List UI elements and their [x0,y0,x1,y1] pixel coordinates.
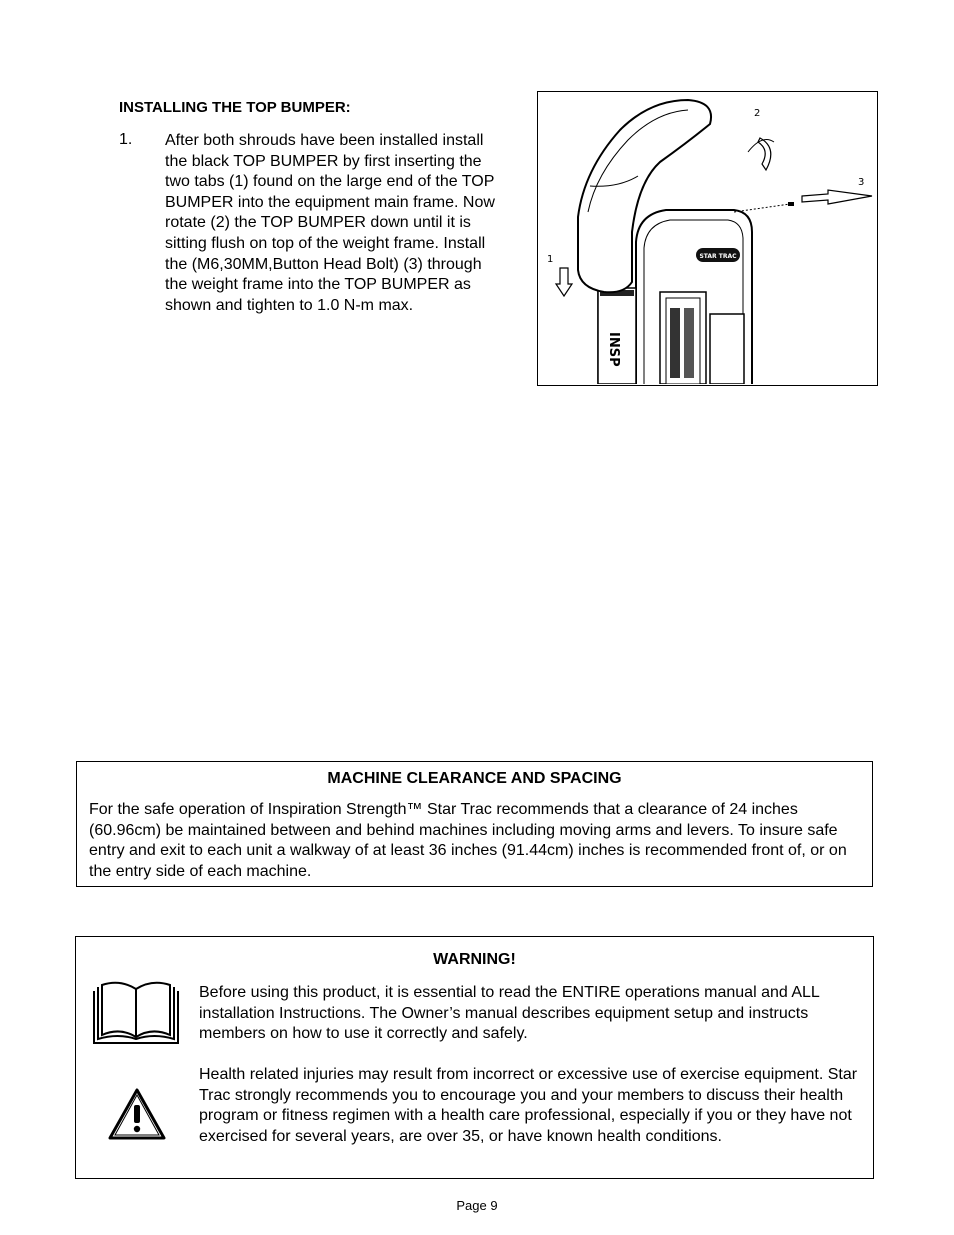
insert-arrow-icon [802,190,872,204]
warning-paragraph-health: Health related injuries may result from incorrect or excessive use of exercise equipment. Star Trac strongly recommends you to encourage you and your members to discuss their health program or fitness regimen with a health care professional, especially if you or they have not exercised for several years, are over 35, or have known health conditions. [199,1066,858,1145]
rotate-arrow-icon [758,138,771,170]
caution-triangle-icon [107,1087,167,1141]
warning-title: WARNING! [433,951,516,968]
step-instructions: After both shrouds have been installed install the black TOP BUMPER by first inserting the two tabs (1) found on the large end of the TOP BUMPER into the equipment main frame. Now rotate (2) the TOP BUMPER down until it is sitting flush on top of the weight frame. Install the (M6,30MM,Button Head Bolt) (3) through the weight frame into the TOP BUMPER as shown and tighten to 1.0 N-m max. [165,132,495,314]
frame-side-text: INSP [606,332,621,367]
clearance-text: For the safe operation of Inspiration Strength™ Star Trac recommends that a clearance of 24 inches (60.96cm) be maintained between and behind machines including moving arms and levers. To insure safe entry and exit to each unit a walkway of at least 36 inches (91.44cm) inches is recommended front of, or on the entry side of each machine. [89,801,847,880]
step-number: 1. [119,131,133,148]
warning-paragraph-manual: Before using this product, it is essential to read the ENTIRE operations manual and ALL installation Instructions. The Owner’s manual describes equipment setup and instructs members on how to use it correctly and safely. [199,984,820,1043]
machine-drawing [538,92,876,384]
callout-1: 1 [547,254,554,265]
clearance-notice-box [76,761,873,887]
warning-notice-box [75,936,874,1179]
top-bumper-illustration [537,91,878,386]
page-number: Page 9 [456,1198,498,1213]
down-arrow-icon [556,268,572,296]
callout-3: 3 [858,177,865,188]
logo-text: STAR TRAC [699,253,737,260]
clearance-title: MACHINE CLEARANCE AND SPACING [327,770,622,787]
section-title: INSTALLING THE TOP BUMPER: [119,99,351,116]
callout-2: 2 [754,108,761,119]
open-book-icon [92,981,180,1045]
